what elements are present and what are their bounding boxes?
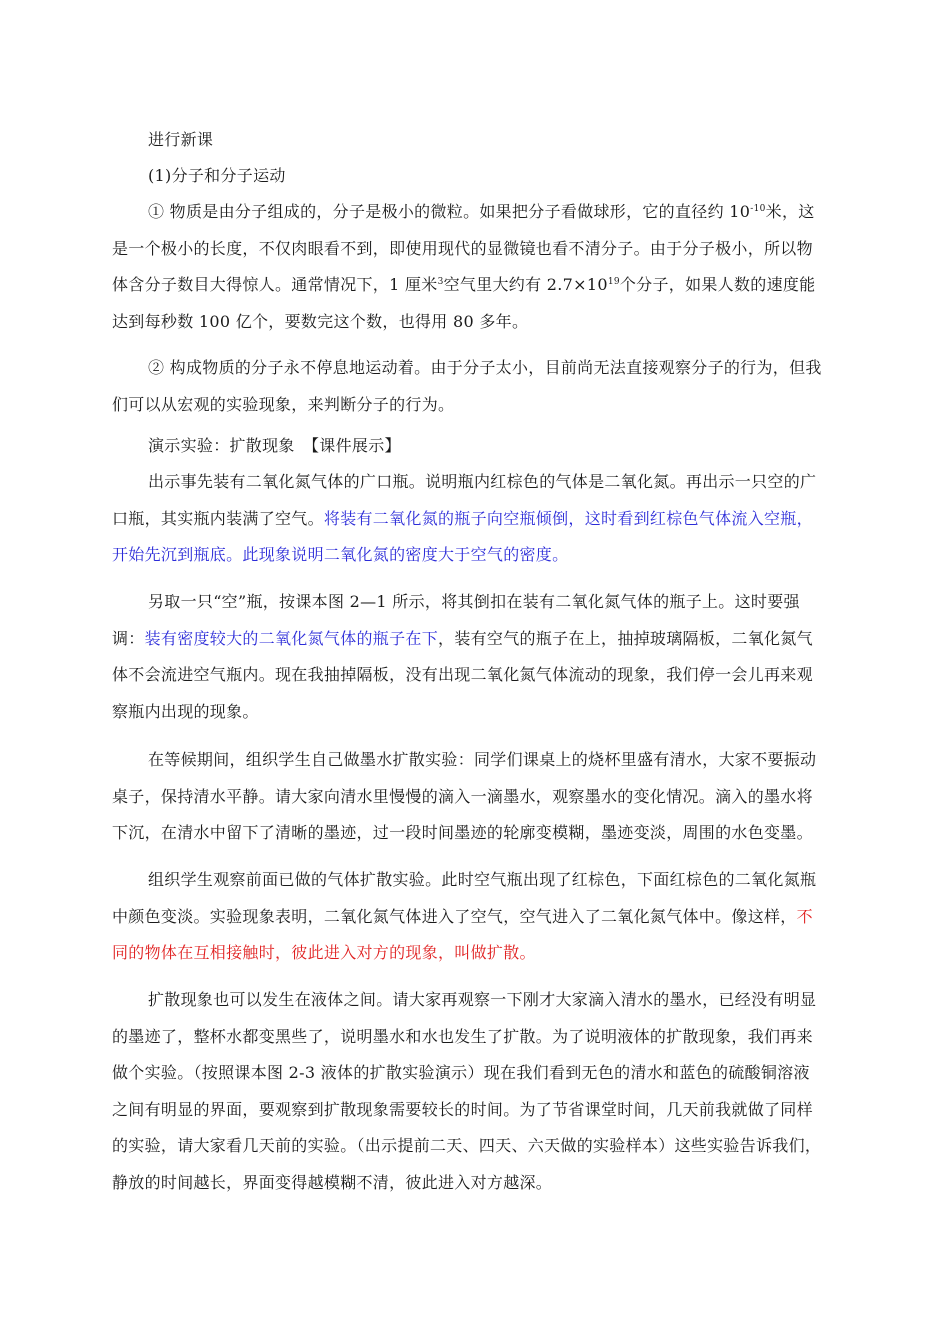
text-line: 达到每秒数 100 亿个，要数完这个数，也得用 80 多年。 bbox=[112, 311, 529, 331]
text-line: 察瓶内出现的现象。 bbox=[112, 701, 259, 721]
section-title-molecules: (1)分子和分子运动 bbox=[148, 166, 286, 185]
paragraph-ink-diffusion bbox=[112, 742, 842, 852]
text-line: 中颜色变淡。实验现象表明，二氧化氮气体进入了空气，空气进入了二氧化氮气体中。像这样，不 bbox=[112, 906, 813, 926]
text-line: 的墨迹了，整杯水都变黑些了，说明墨水和水也发生了扩散。为了说明液体的扩散现象，我们再来 bbox=[112, 1026, 813, 1046]
text-line: 下沉，在清水中留下了清晰的墨迹，过一段时间墨迹的轮廓变模糊，墨迹变淡，周围的水色变墨。 bbox=[112, 823, 813, 842]
text-line: 们可以从宏观的实验现象，来判断分子的行为。 bbox=[112, 394, 455, 414]
text-line: 组织学生观察前面已做的气体扩散实验。此时空气瓶出现了红棕色，下面红棕色的二氧化氮瓶 bbox=[148, 870, 817, 889]
text-line: 桌子，保持清水平静。请大家向清水里慢慢的滴入一滴墨水，观察墨水的变化情况。滴入的墨水将 bbox=[112, 786, 813, 806]
paragraph-molecule-motion bbox=[112, 350, 842, 423]
text-line: 口瓶，其实瓶内装满了空气。将装有二氧化氮的瓶子向空瓶倾倒，这时看到红棕色气体流入空瓶， bbox=[112, 508, 813, 528]
text-line: 调：装有密度较大的二氧化氮气体的瓶子在下，装有空气的瓶子在上，抽掉玻璃隔板，二氧化氮气 bbox=[112, 628, 813, 648]
text-line: 的实验，请大家看几天前的实验。（出示提前二天、四天、六天做的实验样本）这些实验告诉我们， bbox=[112, 1136, 822, 1155]
highlight-red: 同的物体在互相接触时，彼此进入对方的现象，叫做扩散。 bbox=[112, 943, 536, 962]
paragraph-gas-diffusion bbox=[112, 862, 842, 972]
highlight-blue: 开始先沉到瓶底。此现象说明二氧化氮的密度大于空气的密度。 bbox=[112, 545, 569, 564]
text-line: 之间有明显的界面，要观察到扩散现象需要较长的时间。为了节省课堂时间，几天前我就做了同样 bbox=[112, 1099, 813, 1119]
text-line: ① 物质是由分子组成的，分子是极小的微粒。如果把分子看做球形，它的直径约 $10^{-10}$米，这 bbox=[148, 202, 815, 221]
text-line: 体含分子数目大得惊人。通常情况下，1 厘米$^3$空气里大约有 $2.7\times 10^{19}$个分子，如果人数的速度能 bbox=[112, 275, 816, 294]
text-line: ② 构成物质的分子永不停息地运动着。由于分子太小，目前尚无法直接观察分子的行为，但我 bbox=[148, 358, 822, 377]
text-line: 另取一只“空”瓶，按课本图 2—1 所示，将其倒扣在装有二氧化氮气体的瓶子上。这时要强 bbox=[148, 592, 800, 611]
heading-new-lesson: 进行新课 bbox=[148, 130, 214, 149]
text-line: 出示事先装有二氧化氮气体的广口瓶。说明瓶内红棕色的气体是二氧化氮。再出示一只空的广 bbox=[148, 472, 817, 491]
text-line: 做个实验。（按照课本图 2-3 液体的扩散实验演示）现在我们看到无色的清水和蓝色的硫酸铜溶液 bbox=[112, 1063, 810, 1082]
text-line: 在等候期间，组织学生自己做墨水扩散实验：同学们课桌上的烧杯里盛有清水，大家不要振动 bbox=[148, 750, 817, 769]
paragraph-liquid-diffusion bbox=[112, 982, 842, 1201]
highlight-blue: 装有密度较大的二氧化氮气体的瓶子在下 bbox=[144, 628, 439, 648]
paragraph-no2-bottle bbox=[112, 464, 842, 574]
paragraph-molecule-size bbox=[112, 194, 842, 340]
text-line: 静放的时间越长，界面变得越模糊不清，彼此进入对方越深。 bbox=[112, 1172, 553, 1192]
demo-experiment-title: 演示实验：扩散现象 【课件展示】 bbox=[148, 436, 401, 455]
text-line: 是一个极小的长度，不仅肉眼看不到，即使用现代的显微镜也看不清分子。由于分子极小，所以物 bbox=[112, 238, 813, 258]
highlight-blue: 将装有二氧化氮的瓶子向空瓶倾倒，这时看到红棕色气体流入空瓶， bbox=[323, 508, 813, 528]
paragraph-inverted-bottle bbox=[112, 584, 842, 730]
highlight-red: 不 bbox=[796, 906, 813, 926]
text-line: 扩散现象也可以发生在液体之间。请大家再观察一下刚才大家滴入清水的墨水，已经没有明显 bbox=[148, 990, 817, 1009]
text-line: 体不会流进空气瓶内。现在我抽掉隔板，没有出现二氧化氮气体流动的现象，我们停一会儿再来观 bbox=[112, 665, 813, 684]
